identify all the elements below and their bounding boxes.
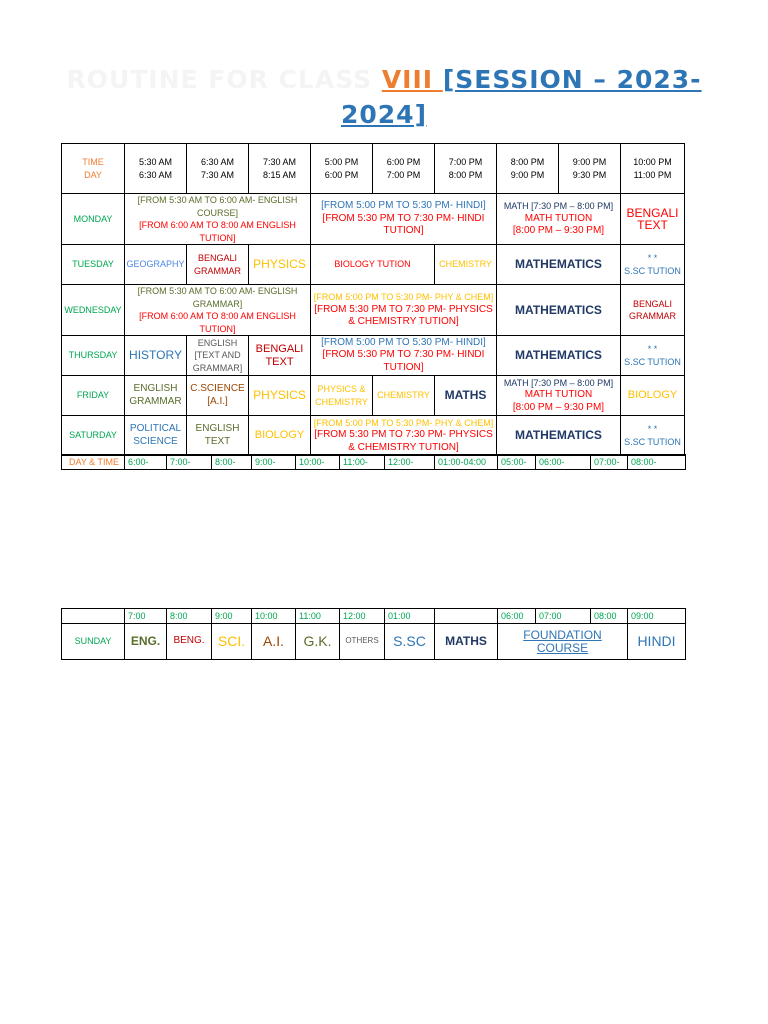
thursday-bengali: BENGALI TEXT xyxy=(249,336,311,376)
thursday-english: ENGLISH [TEXT AND GRAMMAR] xyxy=(187,336,249,376)
title-session-a: [SESSION – 2023- xyxy=(442,65,702,94)
day-sunday: SUNDAY xyxy=(62,624,125,660)
slot-3: 7:30 AM 8:15 AM xyxy=(249,144,311,194)
sunday-time: 01:00 xyxy=(385,609,435,624)
monday-last: BENGALI TEXT xyxy=(621,194,685,245)
day-wednesday: WEDNESDAY xyxy=(62,285,125,336)
friday-chemistry: CHEMISTRY xyxy=(373,376,435,416)
slot-9: 10:00 PM 11:00 PM xyxy=(621,144,685,194)
footer-cell: 9:00- xyxy=(252,455,296,470)
sunday-foundation: FOUNDATION COURSE xyxy=(498,624,628,660)
saturday-row xyxy=(62,416,685,456)
friday-maths: MATHS xyxy=(435,376,497,416)
sunday-time: 8:00 xyxy=(167,609,212,624)
monday-row xyxy=(62,194,685,245)
footer-cell: 6:00- xyxy=(125,455,167,470)
footer-cell: 11:00- xyxy=(340,455,385,470)
slot-8: 9:00 PM 9:30 PM xyxy=(559,144,621,194)
tuesday-math: MATHEMATICS xyxy=(497,245,621,285)
tuesday-row xyxy=(62,245,685,285)
day-tuesday: TUESDAY xyxy=(62,245,125,285)
footer-cell: 08:00- xyxy=(628,455,686,470)
wednesday-evening: [FROM 5:00 PM TO 5:30 PM- PHY & CHEM] [FROM 5:30 PM TO 7:30 PM- PHYSICS & CHEMISTRY TUTION] xyxy=(311,285,497,336)
sunday-ai: A.I. xyxy=(252,624,296,660)
friday-physics: PHYSICS xyxy=(249,376,311,416)
tuesday-bengali: BENGALI GRAMMAR xyxy=(187,245,249,285)
saturday-evening: [FROM 5:00 PM TO 5:30 PM- PHY & CHEM] [FROM 5:30 PM TO 7:30 PM- PHYSICS & CHEMISTRY TUTION] xyxy=(311,416,497,456)
footer-label: DAY & TIME xyxy=(62,455,125,470)
thursday-row xyxy=(62,336,685,376)
page-title xyxy=(0,62,768,132)
title-session-b: 2024] xyxy=(340,100,427,129)
time-day-header xyxy=(62,144,125,194)
day-friday: FRIDAY xyxy=(62,376,125,416)
saturday-math: MATHEMATICS xyxy=(497,416,621,456)
monday-evening: [FROM 5:00 PM TO 5:30 PM- HINDI] [FROM 5:30 PM TO 7:30 PM- HINDI TUTION] xyxy=(311,194,497,245)
friday-math: MATH [7:30 PM – 8:00 PM] MATH TUTION [8:00 PM – 9:30 PM] xyxy=(497,376,621,416)
friday-phychem: PHYSICS & CHEMISTRY xyxy=(311,376,373,416)
weekday-routine-table xyxy=(61,143,685,456)
day-time-footer-row xyxy=(61,454,686,470)
footer-cell: 8:00- xyxy=(212,455,252,470)
day-monday: MONDAY xyxy=(62,194,125,245)
tuesday-ssc: * * S.SC TUTION xyxy=(621,245,685,285)
sunday-time: 7:00 xyxy=(125,609,167,624)
wednesday-last: BENGALI GRAMMAR xyxy=(621,285,685,336)
footer-cell: 12:00- xyxy=(385,455,435,470)
thursday-history: HISTORY xyxy=(125,336,187,376)
footer-cell: 07:00- xyxy=(591,455,628,470)
friday-row xyxy=(62,376,685,416)
tuesday-geography: GEOGRAPHY xyxy=(125,245,187,285)
sunday-blank xyxy=(62,609,125,624)
saturday-english: ENGLISH TEXT xyxy=(187,416,249,456)
tuesday-biology: BIOLOGY TUTION xyxy=(311,245,435,285)
thursday-evening: [FROM 5:00 PM TO 5:30 PM- HINDI] [FROM 5:30 PM TO 7:30 PM- HINDI TUTION] xyxy=(311,336,497,376)
day-label: DAY xyxy=(84,169,102,180)
tuesday-physics: PHYSICS xyxy=(249,245,311,285)
sunday-ssc: S.SC xyxy=(385,624,435,660)
tuesday-chemistry: CHEMISTRY xyxy=(435,245,497,285)
saturday-polsci: POLITICAL SCIENCE xyxy=(125,416,187,456)
saturday-ssc: * * S.SC TUTION xyxy=(621,416,685,456)
saturday-biology: BIOLOGY xyxy=(249,416,311,456)
sunday-time: 10:00 xyxy=(252,609,296,624)
sunday-time: 09:00 xyxy=(628,609,686,624)
slot-6: 7:00 PM 8:00 PM xyxy=(435,144,497,194)
sunday-hindi: HINDI xyxy=(628,624,686,660)
slot-2: 6:30 AM 7:30 AM xyxy=(187,144,249,194)
sunday-maths: MATHS xyxy=(435,624,498,660)
sunday-time: 06:00 xyxy=(498,609,536,624)
sunday-sci: SCI. xyxy=(212,624,252,660)
sunday-eng: ENG. xyxy=(125,624,167,660)
title-faded-text: ROUTINE FOR CLASS xyxy=(66,65,373,94)
footer-cell: 7:00- xyxy=(167,455,212,470)
sunday-routine-table xyxy=(61,608,686,660)
sunday-beng: BENG. xyxy=(167,624,212,660)
footer-cell: 10:00- xyxy=(296,455,340,470)
slot-5: 6:00 PM 7:00 PM xyxy=(373,144,435,194)
sunday-time: 12:00 xyxy=(340,609,385,624)
day-saturday: SATURDAY xyxy=(62,416,125,456)
title-class: VIII xyxy=(381,65,434,94)
sunday-others: OTHERS xyxy=(340,624,385,660)
friday-cscience: C.SCIENCE [A.I.] xyxy=(187,376,249,416)
sunday-time: 07:00 xyxy=(536,609,591,624)
wednesday-math: MATHEMATICS xyxy=(497,285,621,336)
sunday-time: 9:00 xyxy=(212,609,252,624)
friday-english: ENGLISH GRAMMAR xyxy=(125,376,187,416)
time-label: TIME xyxy=(82,157,104,167)
wednesday-morning: [FROM 5:30 AM TO 6:00 AM- ENGLISH GRAMMAR] [FROM 6:00 AM TO 8:00 AM ENGLISH TUTION] xyxy=(125,285,311,336)
friday-biology: BIOLOGY xyxy=(621,376,685,416)
thursday-ssc: * * S.SC TUTION xyxy=(621,336,685,376)
wednesday-row xyxy=(62,285,685,336)
header-row xyxy=(62,144,685,194)
sunday-time xyxy=(435,609,498,624)
slot-4: 5:00 PM 6:00 PM xyxy=(311,144,373,194)
footer-cell: 05:00- xyxy=(498,455,536,470)
footer-cell: 01:00-04:00 xyxy=(435,455,498,470)
footer-cell: 06:00- xyxy=(536,455,591,470)
thursday-math: MATHEMATICS xyxy=(497,336,621,376)
sunday-time: 11:00 xyxy=(296,609,340,624)
monday-morning: [FROM 5:30 AM TO 6:00 AM- ENGLISH COURSE] [FROM 6:00 AM TO 8:00 AM ENGLISH TUTION] xyxy=(125,194,311,245)
day-thursday: THURSDAY xyxy=(62,336,125,376)
slot-7: 8:00 PM 9:00 PM xyxy=(497,144,559,194)
sunday-subjects-row xyxy=(62,624,686,660)
slot-1: 5:30 AM 6:30 AM xyxy=(125,144,187,194)
monday-math: MATH [7:30 PM – 8:00 PM] MATH TUTION [8:00 PM – 9:30 PM] xyxy=(497,194,621,245)
sunday-time: 08:00 xyxy=(591,609,628,624)
sunday-gk: G.K. xyxy=(296,624,340,660)
sunday-times-row xyxy=(62,609,686,624)
